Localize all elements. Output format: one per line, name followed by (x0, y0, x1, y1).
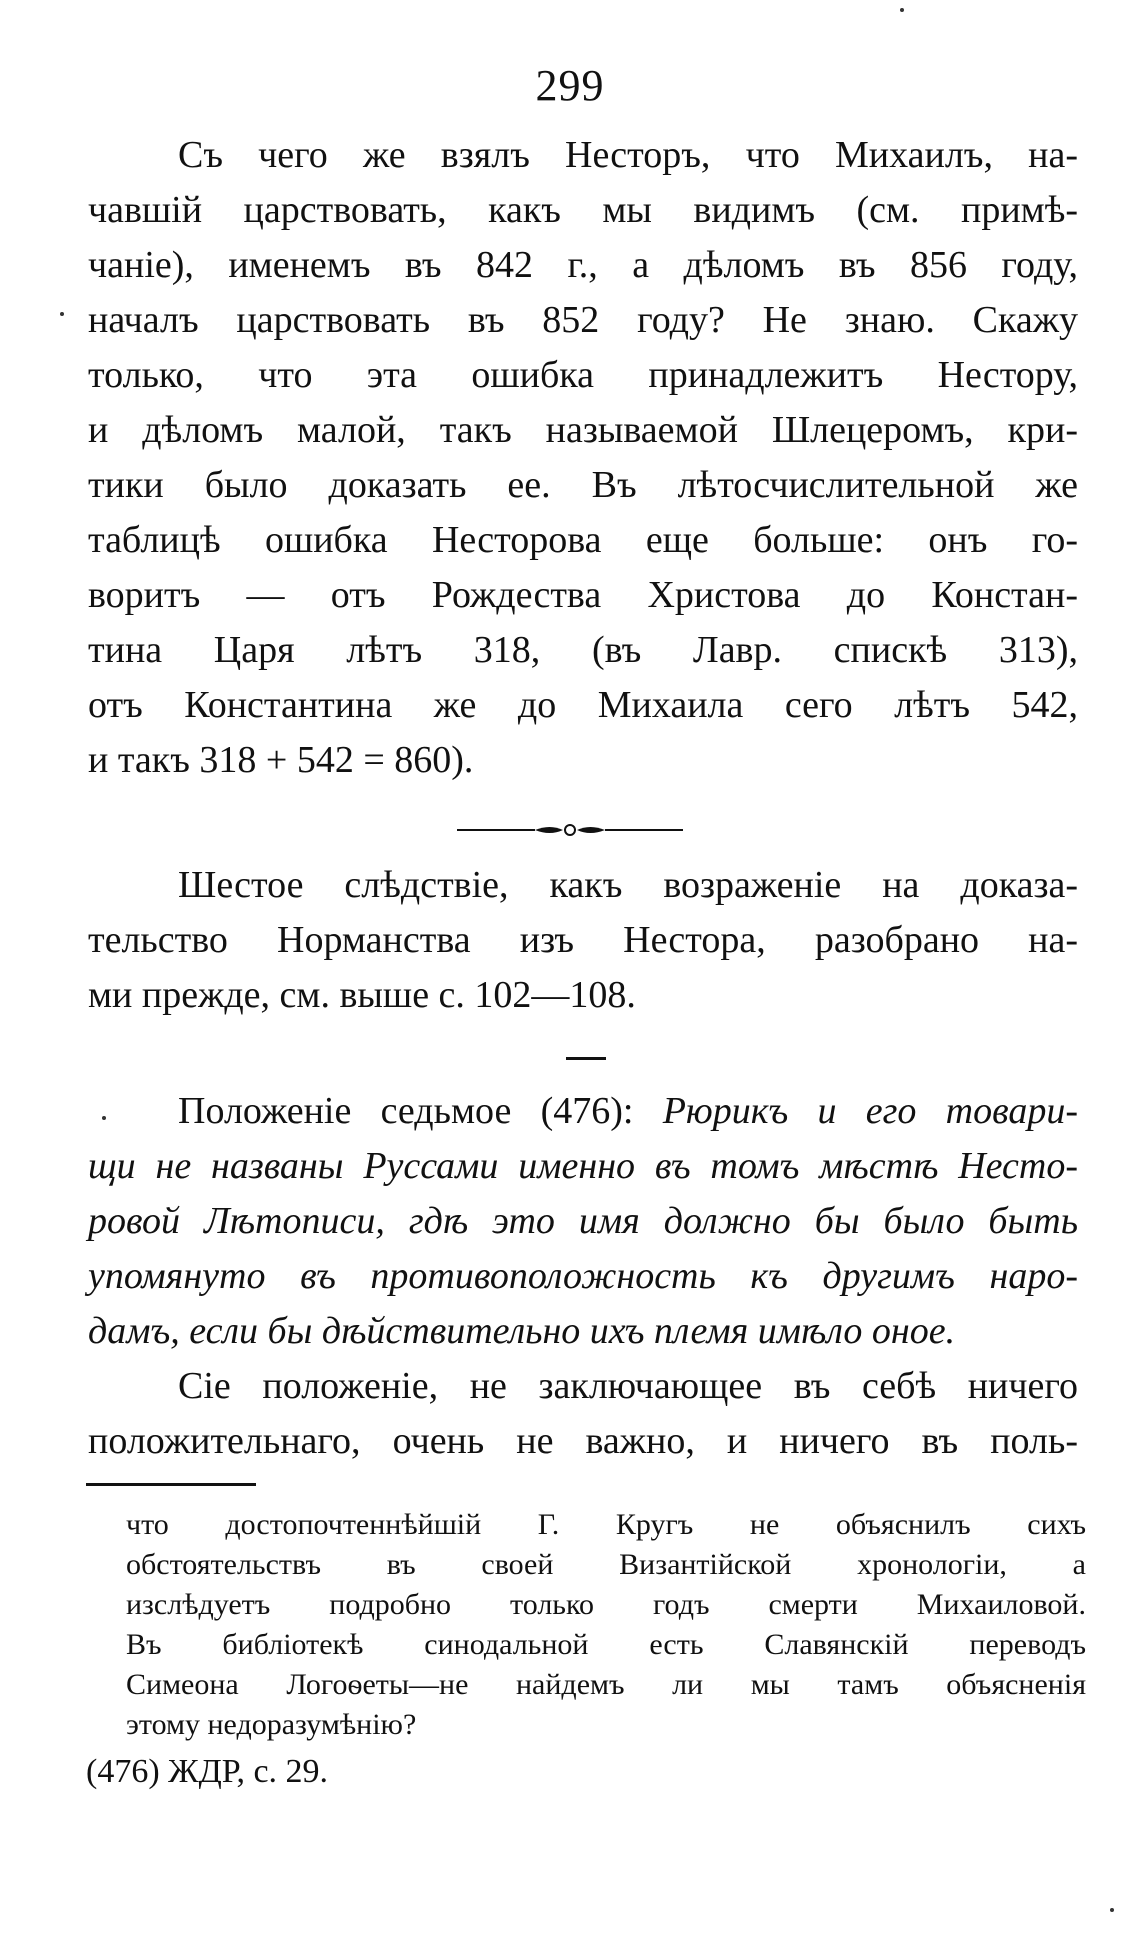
paragraph-sixth-consequence (88, 858, 1078, 1023)
text-line: Съ чего же взялъ Несторъ, что Михаилъ, на- (178, 134, 1078, 176)
text-line: отъ Константина же до Михаила сего лѣтъ 542, (88, 684, 1078, 726)
text-line (88, 1084, 1078, 1139)
text-line: дамъ, если бы дѣйствительно ихъ племя имѣло оное. (88, 1310, 956, 1352)
footnote-line: Симеона Логоѳеты—не найдемъ ли мы тамъ объясненія (126, 1668, 1086, 1701)
text-line: тики было доказать ее. Въ лѣтосчислительной же (88, 464, 1078, 506)
print-speck (900, 8, 904, 12)
text-line: тина Царя лѣтъ 318, (въ Лавр. спискѣ 313), (88, 629, 1078, 671)
footnote-line: этому недоразумѣнію? (126, 1708, 417, 1741)
paragraph-nestor-error (88, 128, 1078, 788)
text-line: тельство Норманства изъ Нестора, разобрано на- (88, 919, 1078, 961)
ornament-divider (455, 822, 685, 838)
print-speck (102, 1116, 106, 1120)
print-speck (60, 312, 64, 316)
footnote-line: что достопочтеннѣйшій Г. Кругъ не объяснилъ сихъ (126, 1508, 1086, 1541)
footnote-line: Въ библіотекѣ синодальной есть Славянскій переводъ (126, 1628, 1086, 1661)
footnote-line: изслѣдуетъ подробно только годъ смерти Михаиловой. (126, 1588, 1086, 1621)
text-line: воритъ — отъ Рождества Христова до Констан- (88, 574, 1078, 616)
footnote-continued (86, 1505, 1086, 1745)
text-line: ми прежде, см. выше с. 102—108. (88, 974, 636, 1016)
footnote-rule (86, 1483, 256, 1486)
text-line: началъ царствовать въ 852 году? Не знаю. Скажу (88, 299, 1078, 341)
text-line: чавшій царствовать, какъ мы видимъ (см. примѣ- (88, 189, 1078, 231)
proposition-heading: Положеніе седьмое (476): (178, 1090, 663, 1132)
page-number: 299 (535, 61, 605, 110)
text-line: и такъ 318 + 542 = 860). (88, 739, 474, 781)
paragraph-seventh-proposition (88, 1084, 1078, 1469)
text-line: чаніе), именемъ въ 842 г., а дѣломъ въ 856 году, (88, 244, 1078, 286)
print-speck (1110, 1908, 1114, 1912)
section-dash (566, 1057, 606, 1060)
text-line: только, что эта ошибка принадлежитъ Нестору, (88, 354, 1078, 396)
proposition-quote: Рюрикъ и его товари- (662, 1090, 1078, 1132)
text-line: таблицѣ ошибка Несторова еще больше: онъ го- (88, 519, 1078, 561)
text-line: Шестое слѣдствіе, какъ возраженіе на доказа- (178, 864, 1078, 906)
text-line: упомянуто въ противоположность къ другимъ наро- (88, 1255, 1078, 1297)
footnote-line: обстоятельствъ въ своей Византійской хронологіи, а (126, 1548, 1086, 1581)
footnote-476: (476) ЖДР, с. 29. (86, 1753, 329, 1790)
text-line: щи не названы Руссами именно въ томъ мѣстѣ Несто- (88, 1145, 1078, 1187)
text-line: и дѣломъ малой, такъ называемой Шлецеромъ, кри- (88, 409, 1078, 451)
text-line: положительнаго, очень не важно, и ничего въ поль- (88, 1420, 1078, 1462)
text-line: ровой Лѣтописи, гдѣ это имя должно бы было быть (88, 1200, 1078, 1242)
text-line: Сіе положеніе, не заключающее въ себѣ ничего (178, 1365, 1078, 1407)
